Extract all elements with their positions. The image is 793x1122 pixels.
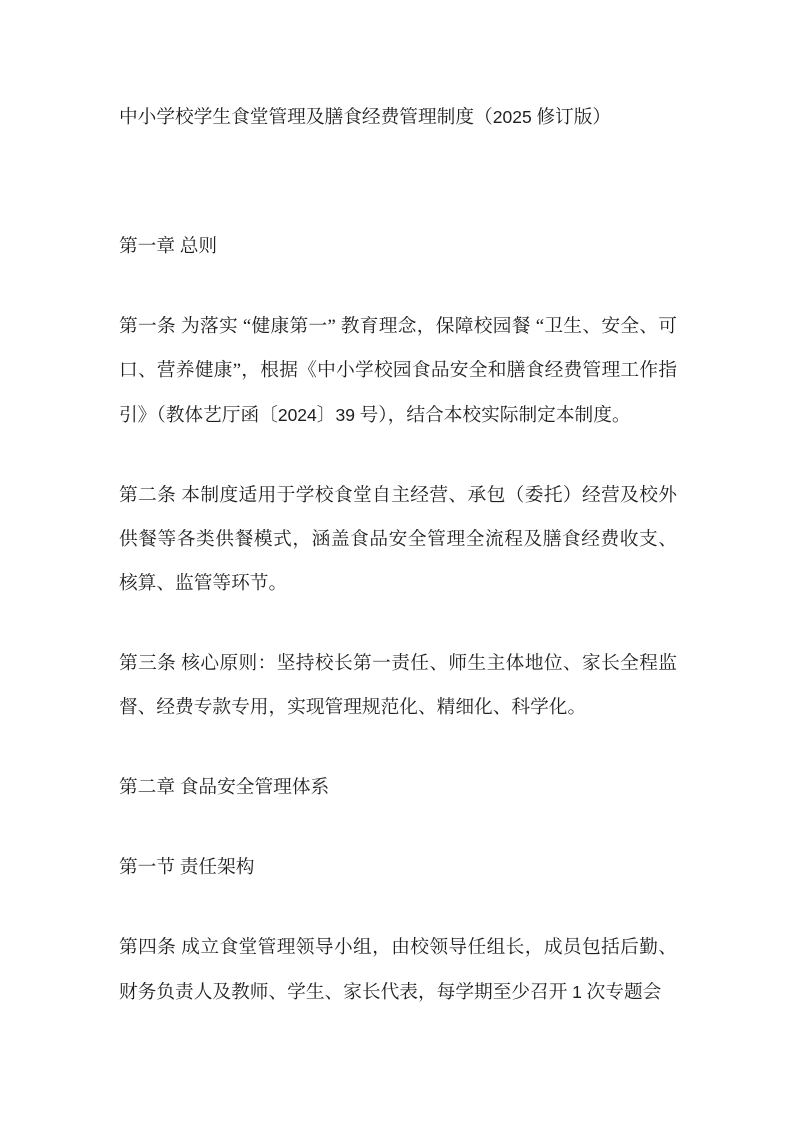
article-paragraph-1: 第一条 为落实 “健康第一” 教育理念，保障校园餐 “卫生、安全、可口、营养健康”，根据《中小学校园食品安全和膳食经费管理工作指引》（教体艺厅函〔2024〕39 号），结合本校实际制定本制度。 xyxy=(119,316,677,426)
article-paragraph-2: 第二条 本制度适用于学校食堂自主经营、承包（委托）经营及校外供餐等各类供餐模式，涵盖食品安全管理全流程及膳食经费收支、核算、监管等环节。 xyxy=(119,485,677,594)
article-paragraph-4: 第四条 成立食堂管理领导小组，由校领导任组长，成员包括后勤、财务负责人及教师、学生、家长代表，每学期至少召开 1 次专题会 xyxy=(119,937,677,1003)
article-paragraph-3: 第三条 核心原则：坚持校长第一责任、师生主体地位、家长全程监督、经费专款专用，实现管理规范化、精细化、科学化。 xyxy=(119,653,677,718)
chapter-heading-1: 第一章 总则 xyxy=(119,236,218,257)
section-heading-1: 第一节 责任架构 xyxy=(119,857,255,878)
chapter-heading-2: 第二章 食品安全管理体系 xyxy=(119,777,330,798)
document-title: 中小学校学生食堂管理及膳食经费管理制度（2025 修订版） xyxy=(119,107,612,128)
